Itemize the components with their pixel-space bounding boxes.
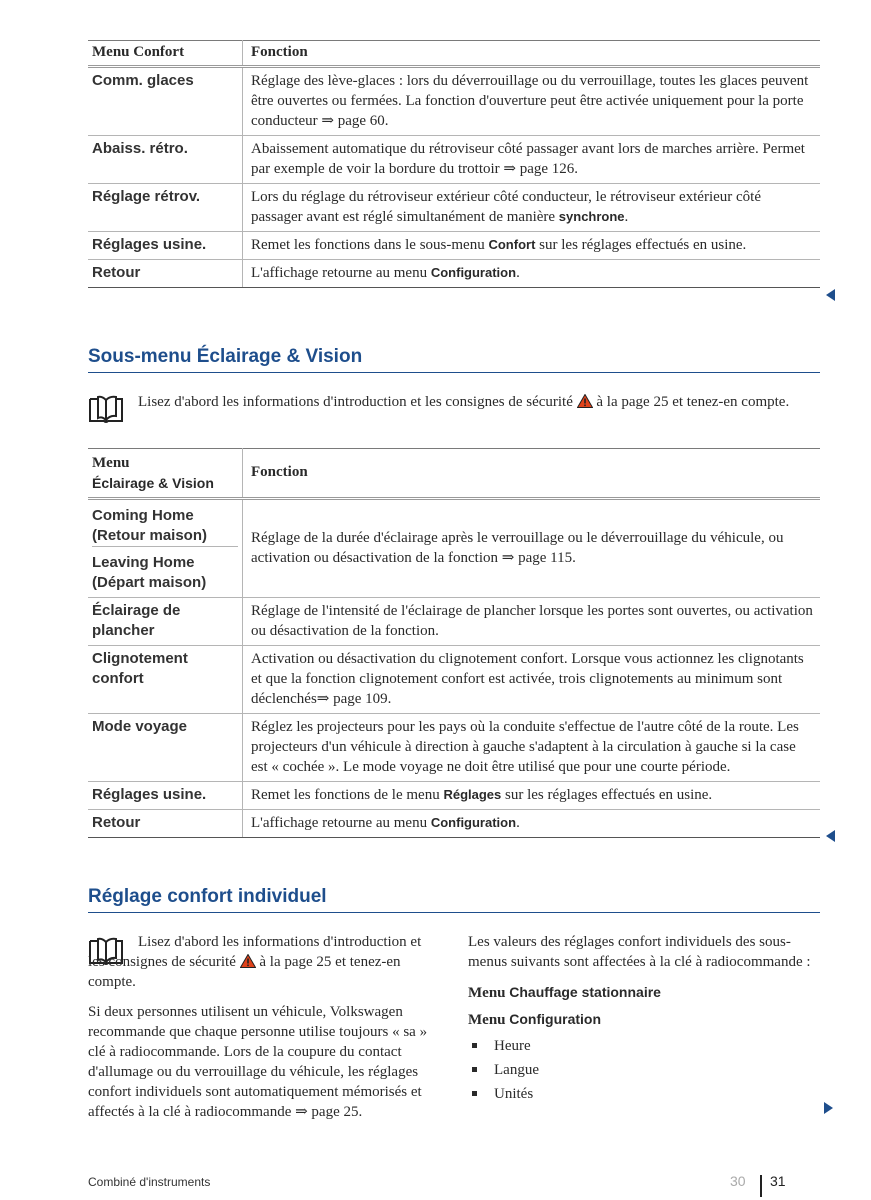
menu-heading-chauffage (468, 982, 820, 1003)
table-header-fonction: Fonction (243, 41, 821, 67)
row-text-part: Remet les fonctions de le menu (251, 787, 444, 803)
page-number-right: 31 (770, 1173, 786, 1189)
row-text-part: L'affichage retourne au menu (251, 815, 431, 831)
row-text (243, 260, 821, 288)
row-text-part: . (624, 209, 629, 225)
warning-icon (240, 954, 256, 968)
list-item (468, 1036, 820, 1056)
page-number-left: 30 (730, 1173, 746, 1189)
list-item (468, 1084, 820, 1104)
header-line: Éclairage & Vision (92, 475, 214, 491)
section-end-marker-icon (826, 289, 835, 301)
keyword: Configuration (430, 265, 517, 280)
table-row (88, 714, 820, 782)
keyword: Réglages (443, 787, 502, 802)
row-label: Éclairage de plancher (88, 598, 243, 646)
row-text (243, 232, 821, 260)
bullet-icon (472, 1091, 477, 1096)
row-text: Réglage de l'intensité de l'éclairage de plancher lorsque les portes sont ouvertes, ou activation ou désactivation de la fonction. (243, 598, 821, 646)
row-label: Comm. glaces (88, 67, 243, 136)
table-row (88, 782, 820, 810)
table-row (88, 598, 820, 646)
body-paragraph: Les valeurs des réglages confort individuels des sous-menus suivants sont affectées à la clé à radiocommande : (468, 934, 811, 970)
row-text-part: sur les réglages effectués en usine. (501, 787, 713, 803)
menu-heading-name: Chauffage stationnaire (509, 984, 661, 1000)
table-row (88, 232, 820, 260)
row-text-part: sur les réglages effectués en usine. (535, 237, 747, 253)
row-text: Abaissement automatique du rétroviseur côté passager avant lors de marches arrière. Permet par exemple de voir la bordure du trottoir ⇒ page 126. (243, 136, 821, 184)
warning-icon (577, 394, 593, 408)
row-label: Retour (88, 260, 243, 288)
row-text: Réglage de la durée d'éclairage après le verrouillage ou le déverrouillage du véhicule, ou activation ou désactivation de la fonction ⇒ page 115. (243, 499, 821, 598)
table-row (88, 184, 820, 232)
section-end-marker-icon (826, 830, 835, 842)
header-line: Menu (92, 455, 130, 471)
row-text-part: L'affichage retourne au menu (251, 265, 431, 281)
intro-text (88, 932, 440, 992)
section-rule (88, 372, 820, 373)
row-text (243, 810, 821, 838)
row-text-part: Lors du réglage du rétroviseur extérieur côté conducteur, le rétroviseur extérieur côté passager avant est réglé simultanément de manière (251, 189, 761, 225)
page-number-divider (760, 1175, 762, 1197)
table-row (88, 646, 820, 714)
intro-text-part: à la page 25 et tenez-en compte. (592, 394, 790, 410)
row-text: Réglage des lève-glaces : lors du déverrouillage ou du verrouillage, toutes les glaces peuvent être ouvertes ou fermées. La fonction d'ouverture peut être activée uniquement pour la porte conducteur ⇒ page 60. (243, 67, 821, 136)
row-text (243, 184, 821, 232)
row-text (243, 782, 821, 810)
left-column (88, 932, 440, 1132)
bullet-icon (472, 1067, 477, 1072)
row-label: Clignotement confort (88, 646, 243, 714)
list-item-label: Heure (494, 1038, 531, 1054)
table-header-menu: Menu Confort (88, 41, 243, 67)
keyword: synchrone (558, 209, 625, 224)
table-row (88, 260, 820, 288)
section-rule (88, 912, 820, 913)
row-text-part: . (516, 265, 520, 281)
intro-text-part: Lisez d'abord les informations d'introduction et les consignes de sécurité (138, 394, 577, 410)
row-label: Réglages usine. (88, 782, 243, 810)
table-row (88, 810, 820, 838)
menu-heading-name: Configuration (509, 1011, 602, 1027)
row-label: Abaiss. rétro. (88, 136, 243, 184)
bullet-icon (472, 1043, 477, 1048)
continue-arrow-icon (824, 1102, 833, 1114)
row-label: Réglage rétrov. (88, 184, 243, 232)
table-header-menu (88, 449, 243, 499)
footer-chapter: Combiné d'instruments (88, 1175, 211, 1189)
list-item (468, 1060, 820, 1080)
intro-text-part: à la page 25 et tenez-en compte. (88, 954, 401, 990)
row-label: Retour (88, 810, 243, 838)
row-label (88, 499, 243, 598)
row-text-part: . (516, 815, 520, 831)
keyword: Configuration (430, 815, 517, 830)
table-row (88, 499, 820, 598)
intro-text-part: Lisez d'abord les informations d'introduction et les consignes de sécurité (88, 934, 422, 970)
list-item-label: Unités (494, 1086, 534, 1102)
book-icon (88, 394, 124, 424)
row-text: Réglez les projecteurs pour les pays où la conduite s'effectue de l'autre côté de la route. Les projecteurs d'un véhicule à direction à gauche s'adaptent à la circulation à gauche si la case est « cochée ». Le mode voyage ne doit être utilisé que pour une courte période. (243, 714, 821, 782)
row-label-leaving-home: Leaving Home (Départ maison) (92, 546, 238, 593)
intro-text (138, 392, 823, 412)
section-title-eclairage: Sous-menu Éclairage & Vision (88, 346, 363, 367)
table-header-fonction: Fonction (243, 449, 821, 499)
row-label-coming-home: Coming Home (Retour maison) (92, 507, 208, 544)
section-title-reglage-confort: Réglage confort individuel (88, 886, 327, 907)
menu-heading-prefix: Menu (468, 985, 510, 1001)
row-text-part: Remet les fonctions dans le sous-menu (251, 237, 489, 253)
confort-menu-table (88, 40, 820, 288)
table-row (88, 136, 820, 184)
keyword: Confort (488, 237, 536, 252)
row-label: Mode voyage (88, 714, 243, 782)
right-column (468, 932, 820, 1108)
row-text: Activation ou désactivation du clignotement confort. Lorsque vous actionnez les clignotants et que la fonction clignotement confort est activée, trois clignotements au minimum sont déclenchés⇒ page 109. (243, 646, 821, 714)
eclairage-vision-table (88, 448, 820, 838)
table-row (88, 67, 820, 136)
body-paragraph: Si deux personnes utilisent un véhicule, Volkswagen recommande que chaque personne utilise toujours « sa » clé à radiocommande. Lors de la coupure du contact d'allumage ou du verrouillage du véhicule, les réglages confort individuels sont automatiquement mémorisés et affectés à la clé à radiocommande ⇒ page 25. (88, 1004, 428, 1120)
list-item-label: Langue (494, 1062, 539, 1078)
menu-heading-configuration (468, 1009, 820, 1030)
menu-heading-prefix: Menu (468, 1012, 510, 1028)
config-items-list (468, 1036, 820, 1104)
row-label: Réglages usine. (88, 232, 243, 260)
